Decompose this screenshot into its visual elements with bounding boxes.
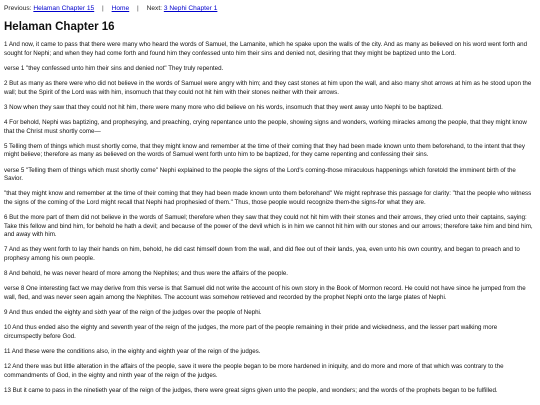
verse-paragraph: 13 But it came to pass in the ninetieth year of the reign of the judges, there were great signs given unto the people, and wonders; and the words of the prophets began to be fulfilled. xyxy=(4,387,498,395)
verse-paragraph: 10 And thus ended also the eighty and seventh year of the reign of the judges, the more part of the people remaining in their pride and wickedness, and the lesser part walking more circumspectly before God. xyxy=(4,324,498,340)
verse-paragraph: 2 But as many as there were who did not believe in the words of Samuel were angry with him; and they cast stones at him upon the wall, and also many shot arrows at him as he stood upon the wall; but the Spirit of the Lord was with him, insomuch that they could not hit him with their stones neither with their arrows. xyxy=(4,79,532,96)
verse-paragraph: 5 Telling them of things which must shortly come, that they might know and remember at the time of their coming that they had been made known unto them beforehand, to the intent that they might believe; therefore as many as believed on the words of Samuel went forth unto him to be baptized, for they came repenting and confessing their sins. xyxy=(4,142,525,159)
commentary-paragraph: "that they might know and remember at the time of their coming that they had been made known unto them beforehand" We might rephrase this passage for clarity: "that the people who witness the signs of the coming of the Lord might recall that Nephi had prophesied of them." Thus, those people would recognize them-the signs-for what they are. xyxy=(4,190,532,206)
verse-paragraph: 3 Now when they saw that they could not hit him, there were many more who did believe on his words, insomuch that they went away unto Nephi to be baptized. xyxy=(4,103,443,111)
verse-paragraph: 7 And as they went forth to lay their hands on him, behold, he did cast himself down from the wall, and did flee out of their lands, yea, even unto his own country, and began to preach and to prophesy among his own people. xyxy=(4,246,520,263)
verse-paragraph: 11 And these were the conditions also, in the eighty and eighth year of the reign of the judges. xyxy=(4,348,261,356)
verse-paragraph: 12 And there was but little alteration in the affairs of the people, save it were the people began to be more hardened in iniquity, and do more and more of that which was contrary to the commandments of God, in the eighty and ninth year of the reign of the judges. xyxy=(4,363,504,379)
verse-paragraph: 1 And now, it came to pass that there were many who heard the words of Samuel, the Lamanite, which he spake upon the walls of the city. And as many as believed on his word went forth and sought for Nephi; and when they had come forth and found him they confessed unto him their sins and denied not, desiring that they might be baptized unto the Lord. xyxy=(4,41,528,57)
verse-paragraph: 9 And thus ended the eighty and sixth year of the reign of the judges over the people of Nephi. xyxy=(4,309,262,317)
chapter-body xyxy=(4,41,536,396)
chapter-navigation xyxy=(4,4,536,13)
verse-paragraph: 6 But the more part of them did not believe in the words of Samuel; therefore when they saw that they could not hit him with their stones and their arrows, they cried unto their captains, saying: Take this fellow and bind him, for behold he hath a devil; and because of the power of the devil which is in him we cannot hit him with our stones and our arrows; therefore take him and bind him, and away with him. xyxy=(4,214,533,239)
previous-label: Previous: xyxy=(4,5,32,12)
page-title: Helaman Chapter 16 xyxy=(4,21,115,33)
verse-paragraph: 8 And behold, he was never heard of more among the Nephites; and thus were the affairs of the people. xyxy=(4,270,289,278)
commentary-paragraph: verse 5 "Telling them of things which must shortly come" Nephi explained to the people the signs of the Lord's coming-those miraculous happenings which foretold the imminent birth of the Savior. xyxy=(4,166,516,183)
nav-separator: | xyxy=(102,5,104,12)
commentary-paragraph: verse 8 One interesting fact we may derive from this verse is that Samuel did not write the account of his own story in the Book of Mormon record. He could not have since he jumped from the wall, fled, and was never seen again among the Nephites. The account was somehow retrieved and recorded by the prophet Nephi onto the large plates of Nephi. xyxy=(4,285,526,301)
next-chapter-link[interactable]: 3 Nephi Chapter 1 xyxy=(163,5,218,12)
nav-separator: | xyxy=(137,5,139,12)
verse-paragraph: 4 For behold, Nephi was baptizing, and prophesying, and preaching, crying repentance unto the people, showing signs and wonders, working miracles among the people, that they might know that the Christ must shortly come— xyxy=(4,118,527,135)
next-label: Next: xyxy=(146,5,162,12)
commentary-paragraph: verse 1 "they confessed unto him their sins and denied not" They truly repented. xyxy=(4,64,224,72)
previous-chapter-link[interactable]: Helaman Chapter 15 xyxy=(33,5,95,12)
home-link[interactable]: Home xyxy=(111,5,130,12)
